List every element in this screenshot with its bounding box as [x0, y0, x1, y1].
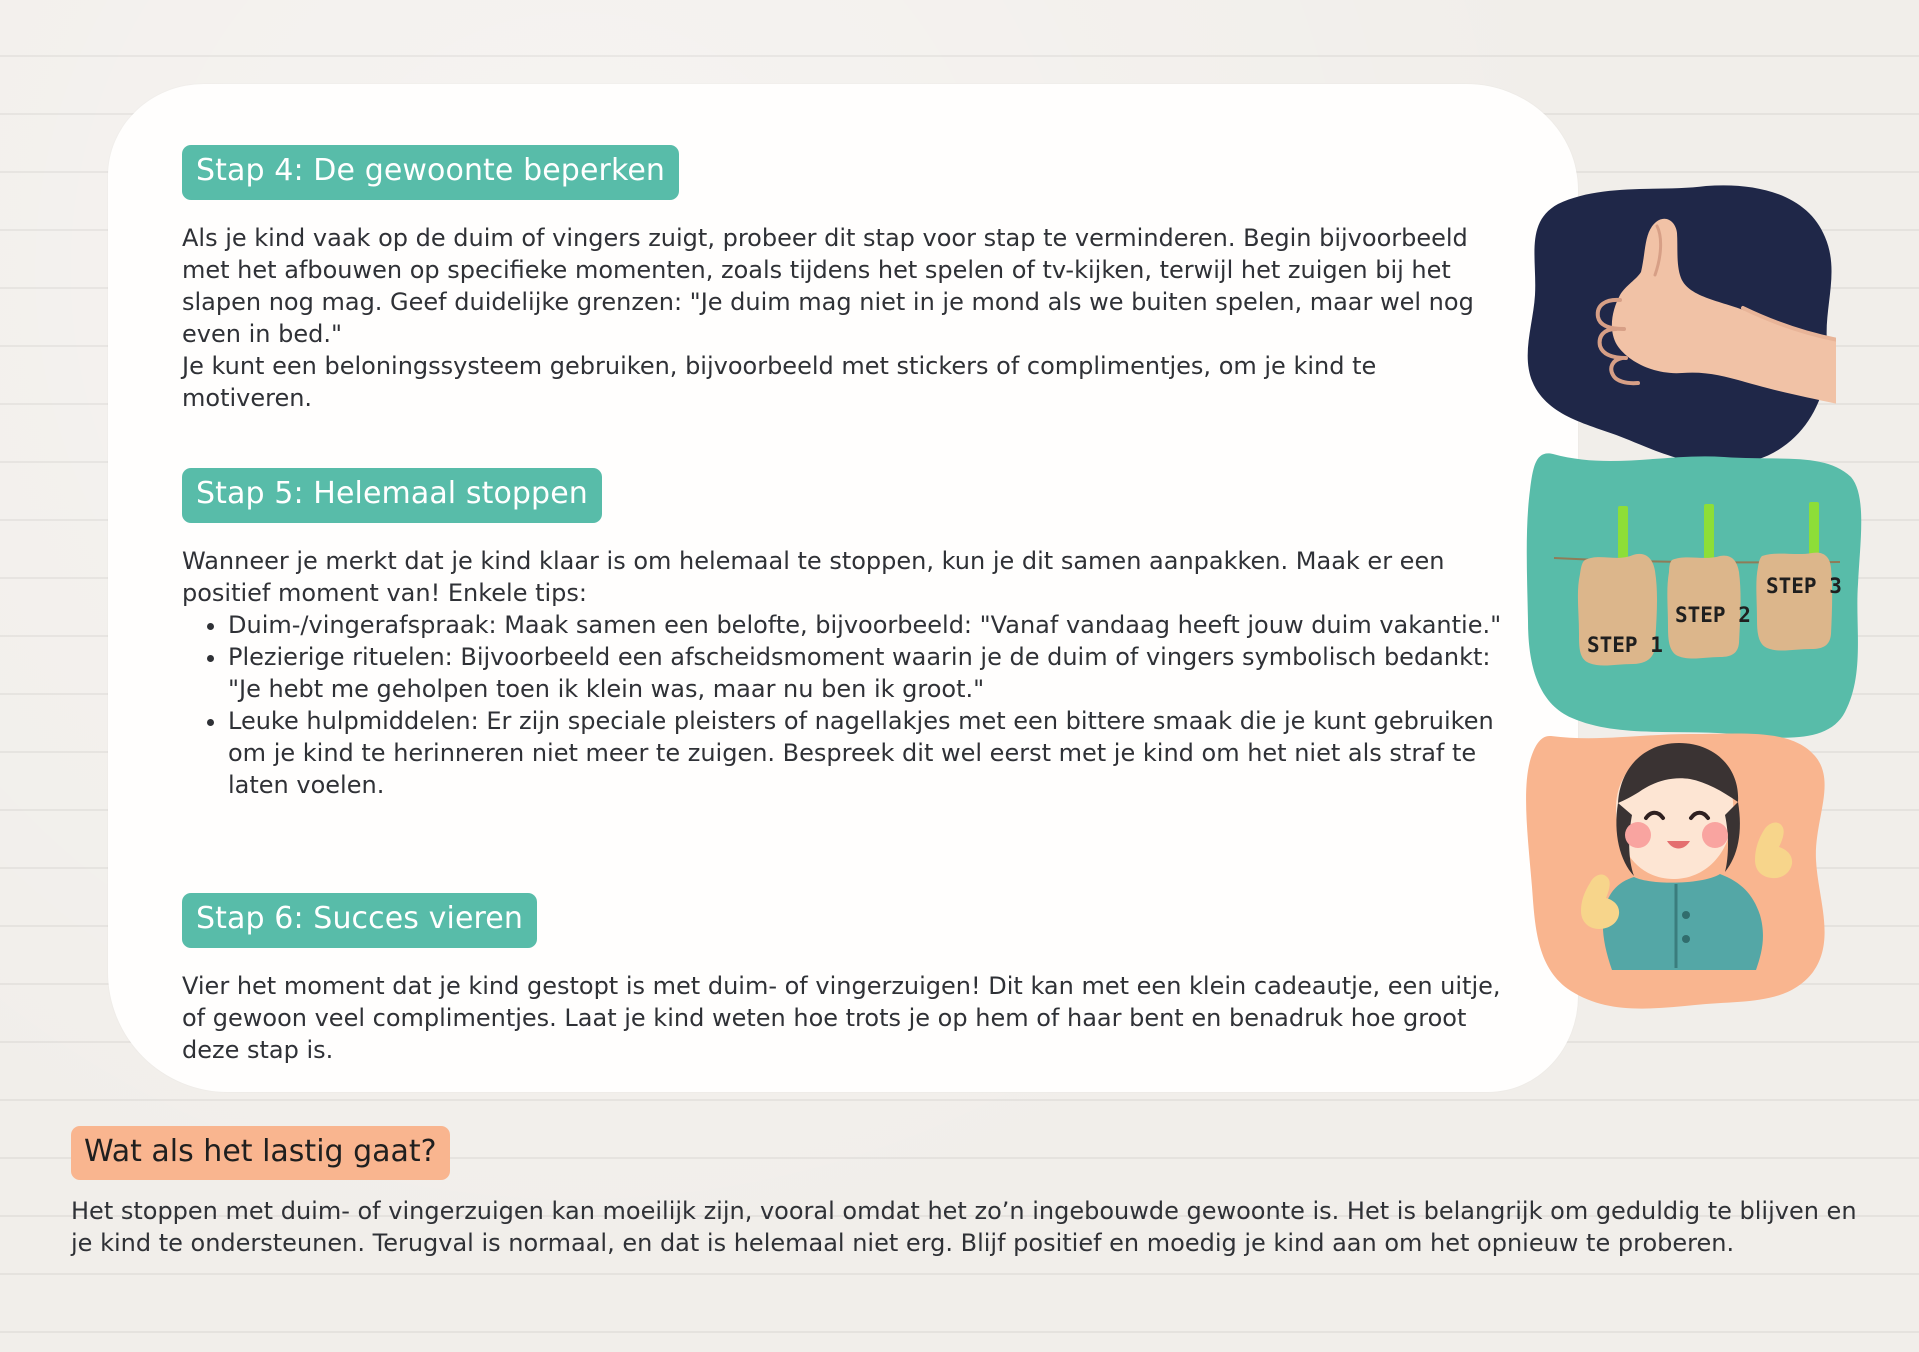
tips-list-item: • Leuke hulpmiddelen: Er zijn speciale pleisters of nagellakjes met een bittere smaak die je kunt gebruiken om je kind te herinneren niet meer te zuigen. Bespreek dit wel eerst met je kind om het niet als straf te laten voelen. — [228, 705, 1506, 801]
difficulty-paragraph: Het stoppen met duim- of vingerzuigen kan moeilijk zijn, vooral omdat het zo’n ingebouwde gewoonte is. Het is belangrijk om geduldig te blijven en je kind te ondersteunen. Terugval is normaal, en dat is helemaal niet erg. Blijf positief en moedig je kind aan om het opnieuw te proberen. — [71, 1197, 1857, 1257]
child-body-icon — [1603, 874, 1763, 970]
step-1-label: STEP 1 — [1587, 633, 1663, 657]
step-2-label: STEP 2 — [1675, 603, 1751, 627]
difficulty-title: Wat als het lastig gaat? — [71, 1126, 450, 1180]
step-6-paragraph: Vier het moment dat je kind gestopt is met duim- of vingerzuigen! Dit kan met een klein cadeautje, een uitje, of gewoon veel complimentjes. Laat je kind weten hoe trots je op hem of haar bent en benadruk hoe groot deze stap is. — [182, 972, 1501, 1064]
clothespin-step-tags-illustration — [1524, 450, 1867, 744]
step-3-label: STEP 3 — [1766, 574, 1842, 598]
tips-list-item: • Duim-/vingerafspraak: Maak samen een belofte, bijvoorbeeld: "Vanaf vandaag heeft jouw duim vakantie." — [228, 609, 1506, 641]
thumbs-up-illustration — [1518, 174, 1836, 472]
step-4-title: Stap 4: De gewoonte beperken — [182, 145, 679, 200]
step-4-paragraph-2: Je kunt een beloningssysteem gebruiken, bijvoorbeeld met stickers of complimentjes, om je kind te motiveren. — [182, 352, 1377, 412]
step-5-title: Stap 5: Helemaal stoppen — [182, 468, 602, 523]
happy-child-thumbs-up-illustration — [1518, 724, 1834, 1014]
step-4-paragraph-1: Als je kind vaak op de duim of vingers zuigt, probeer dit stap voor stap te verminderen. Begin bijvoorbeeld met het afbouwen op specifieke momenten, zoals tijdens het spelen of tv-kijken, terwijl het zuigen bij het slapen nog mag. Geef duidelijke grenzen: "Je duim mag niet in je mond als we buiten spelen, maar wel nog even in bed." — [182, 224, 1474, 348]
tips-list-item: • Plezierige rituelen: Bijvoorbeeld een afscheidsmoment waarin je de duim of vingers symbolisch bedankt: "Je hebt me geholpen toen ik klein was, maar nu ben ik groot." — [228, 641, 1506, 705]
step-5-intro: Wanneer je merkt dat je kind klaar is om helemaal te stoppen, kun je dit samen aanpakken. Maak er een positief moment van! Enkele tips: — [182, 547, 1445, 607]
step-4-section — [182, 145, 1506, 414]
step-5-section — [182, 468, 1506, 801]
difficulty-section — [71, 1126, 1861, 1259]
step-6-section — [182, 893, 1506, 1066]
step-6-title: Stap 6: Succes vieren — [182, 893, 537, 948]
step-5-tips-list — [182, 609, 1506, 801]
